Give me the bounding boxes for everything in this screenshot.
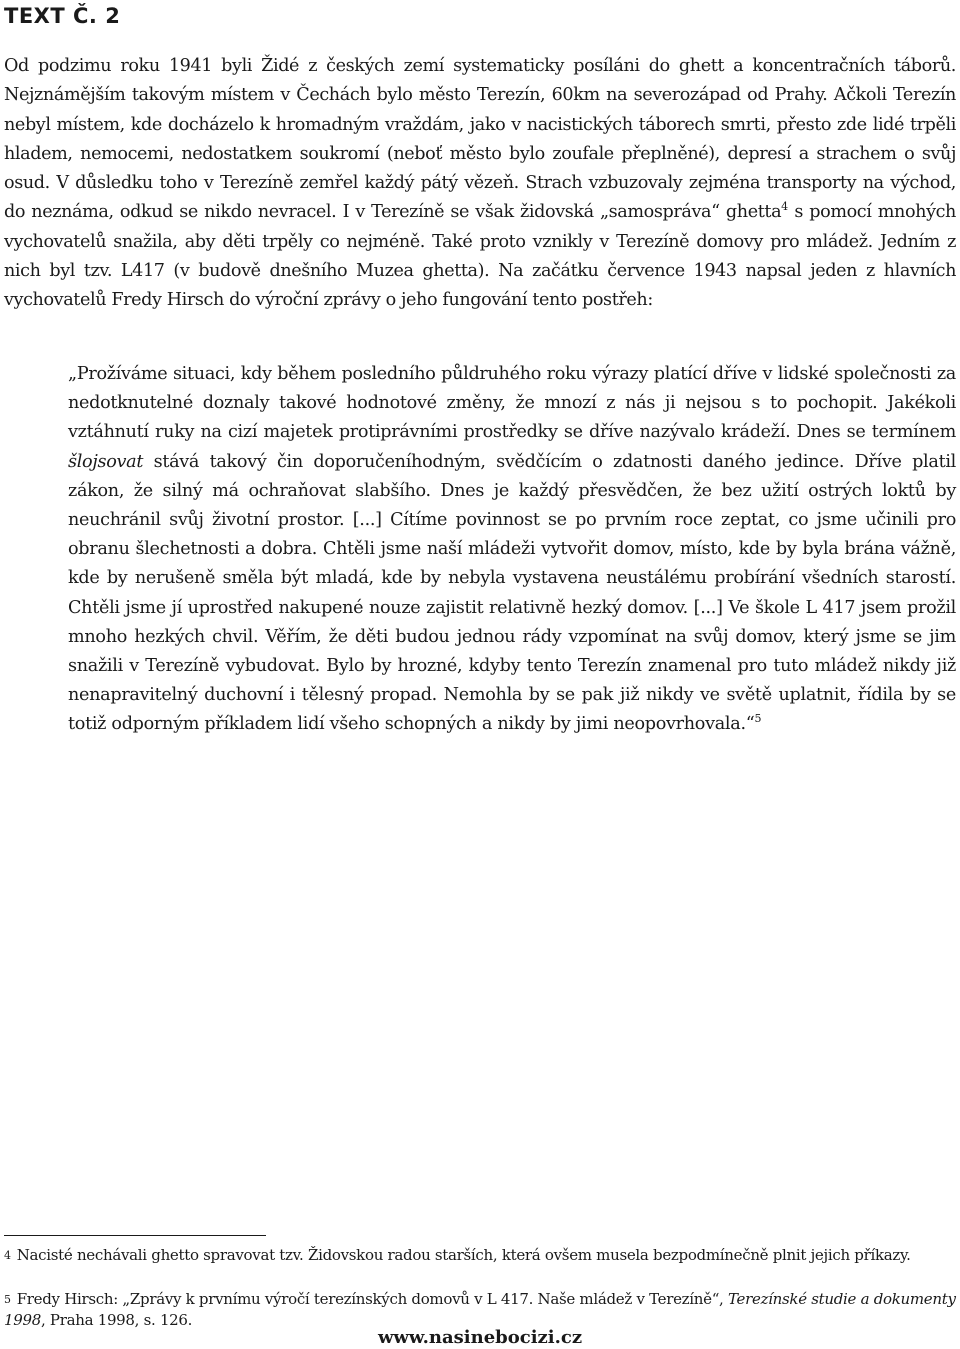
body-paragraph [4,52,956,316]
quote-italic-term: šlojsovat [68,451,144,472]
quote-text-part1: „Prožíváme situaci, kdy během posledního půldruhého roku výrazy platící dříve v lidské společnosti za nedotknutelné doznaly takové hodnotové změny, že mnozí z nás ji nejsou s to pochopit. Jakékoli vztáhnutí ruky na cizí majetek protiprávními prostředky se dříve nazývalo krádeží. Dnes se termínem [68,364,956,443]
footnote-divider [4,1235,266,1236]
footnote-4-number: 4 [4,1249,11,1262]
page-heading: TEXT Č. 2 [4,4,121,28]
footnote-5-number: 5 [4,1293,11,1306]
footnote-5-italic-title: Terezínské studie a dokumenty 1998 [4,1290,956,1329]
body-text-part1: Od podzimu roku 1941 byli Židé z českých zemí systematicky posíláni do ghett a koncentračních táborů. Nejznámějším takovým místem v Čechách bylo město Terezín, 60km na severozápad od Prahy. Ačkoli Terezín nebyl místem, kde docházelo k hromadným vraždám, jako v nacistických táborech smrti, přesto zde lidé trpěli hladem, nemocemi, nedostatkem soukromí (neboť město bylo zoufale přeplněné), depresí a strachem o svůj osud. V důsledku toho v Terezíně zemřel každý pátý vězeň. Strach vzbuzovaly zejména transporty na východ, do neznáma, odkud se nikdo nevracel. I v Terezíně se však židovská „samospráva“ ghetta [4,56,956,223]
footnote-5-text2: , Praha 1998, s. 126. [40,1311,193,1329]
website-footer[interactable]: www.nasinebocizi.cz [377,1327,583,1348]
body-text-part2: s pomocí mnohých vychovatelů snažila, aby děti trpěly co nejméně. Také proto vznikly v Terezíně domovy pro mládež. Jedním z nich byl tzv. L417 (v budově dnešního Muzea ghetta). Na začátku července 1943 napsal jeden z hlavních vychovatelů Fredy Hirsch do výroční zprávy o jeho fungování tento postřeh: [4,202,956,311]
footnote-ref-4[interactable]: 4 [781,200,789,214]
footnote-4 [4,1245,956,1266]
footnote-5 [4,1289,956,1331]
block-quote [68,360,956,740]
footnote-4-text: Nacisté nechávali ghetto spravovat tzv. Židovskou radou starších, která ovšem musela bezpodmínečně plnit jejich příkazy. [16,1246,911,1264]
footnote-ref-5[interactable]: 5 [754,712,762,726]
quote-text-part2: stává takový čin doporučeníhodným, svědčícím o zdatnosti daného jedince. Dříve platil zákon, že silný má ochraňovat slabšího. Dnes je každý přesvědčen, že bez užití ostrých loktů by neuchránil svůj životní prostor. [...] Cítíme povinnost se po prvním roce zeptat, co jsme učinili pro obranu šlechetnosti a dobra. Chtěli jsme naší mládeži vytvořit domov, místo, kde by byla brána vážně, kde by nerušeně směla být mladá, kde by nebyla vystavena neustálému probírání všedních starostí. Chtěli jsme jí uprostřed nakupené nouze zajistit relativně hezký domov. [...] Ve škole L 417 jsem prožil mnoho hezkých chvil. Věřím, že děti budou jednou rády vzpomínat na svůj domov, který jsme se jim snažili v Terezíně vybudovat. Bylo by hrozné, kdyby tento Terezín znamenal pro tuto mládež nikdy již nenapravitelný duchovní i tělesný propad. Nemohla by se pak již nikdy ve světě uplatnit, řídila by se totiž odporným příkladem lidí všeho schopných a nikdy by jimi neopovrhovala.“ [68,451,956,735]
footnote-5-text1: Fredy Hirsch: „Zprávy k prvnímu výročí terezínských domovů v L 417. Naše mládež v Terezíně“, [16,1290,728,1308]
